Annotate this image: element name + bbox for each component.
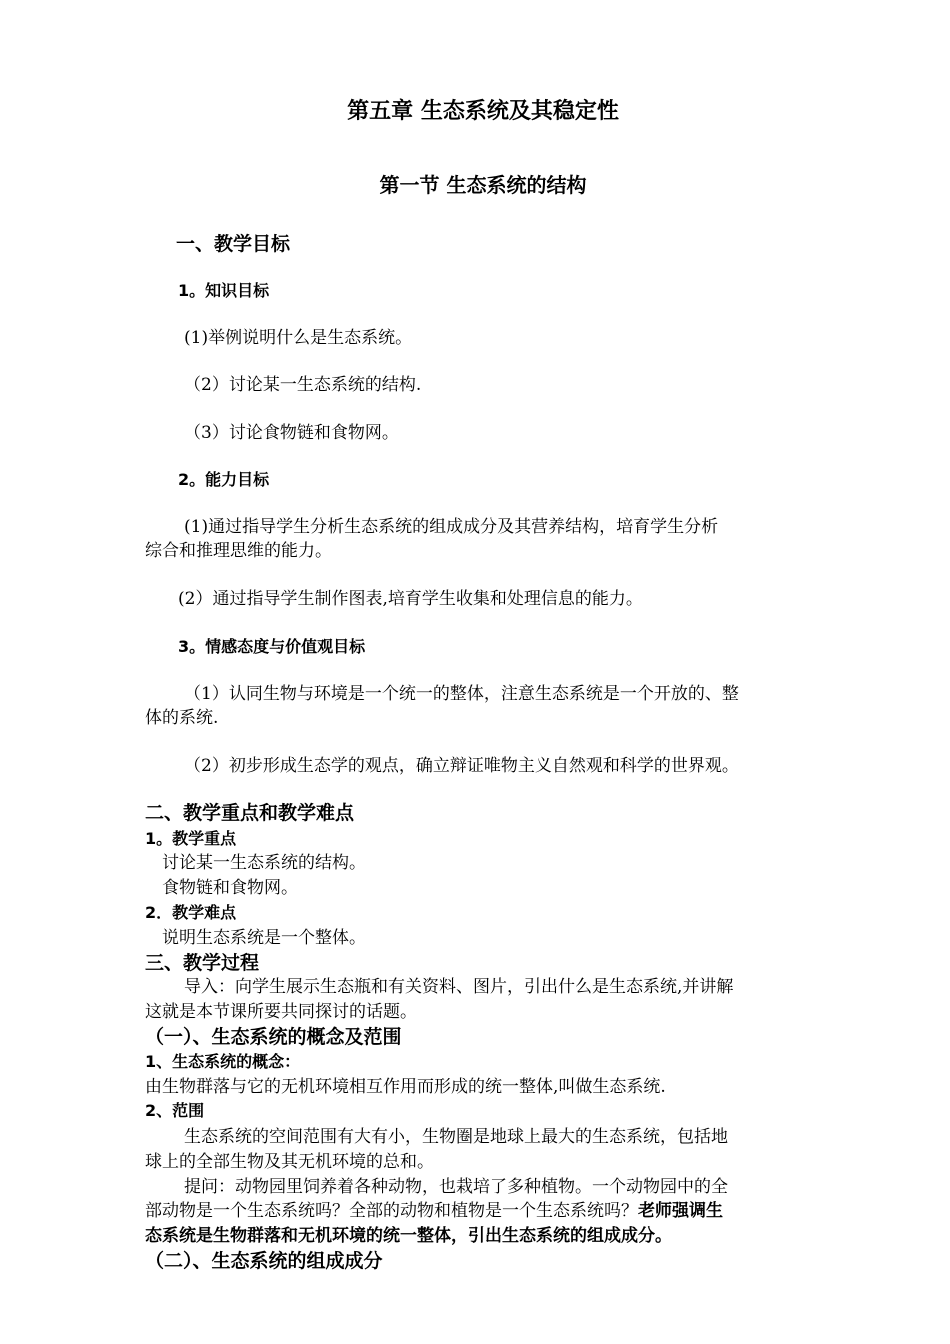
knowledge-item-3: （3）讨论食物链和食物网。: [184, 423, 399, 443]
heading-difficult-point: 2．教学难点: [145, 903, 237, 922]
attitude-item-1-line-2: 体的系统.: [145, 708, 219, 728]
intro-line-1: 导入：向学生展示生态瓶和有关资料、图片，引出什么是生态系统,并讲解: [184, 977, 734, 997]
intro-line-2: 这就是本节课所要共同探讨的话题。: [145, 1002, 417, 1022]
knowledge-item-1: (1)举例说明什么是生态系统。: [184, 328, 413, 348]
question-line-1: 提问：动物园里饲养着各种动物，也栽培了多种植物。一个动物园中的全: [184, 1177, 728, 1197]
section-title: 第一节 生态系统的结构: [379, 173, 587, 197]
difficult-point-item: 说明生态系统是一个整体。: [162, 928, 366, 948]
question-line-2: [145, 1199, 723, 1223]
heading-scope: 2、范围: [145, 1101, 205, 1120]
heading-key-points: 二、教学重点和教学难点: [145, 802, 355, 824]
heading-attitude-goals: 3。情感态度与价值观目标: [178, 637, 366, 656]
question-line-2-emphasis: 老师强调生: [638, 1201, 723, 1221]
concept-definition: 由生物群落与它的无机环境相互作用而形成的统一整体,叫做生态系统.: [145, 1077, 666, 1097]
knowledge-item-2: （2）讨论某一生态系统的结构.: [184, 375, 422, 395]
chapter-title: 第五章 生态系统及其稳定性: [347, 99, 619, 124]
key-point-item-1: 讨论某一生态系统的结构。: [162, 853, 366, 873]
ability-item-1-line-1: (1)通过指导学生分析生态系统的组成成分及其营养结构，培育学生分析: [184, 517, 719, 537]
heading-ability-goals: 2。能力目标: [178, 470, 270, 489]
question-line-2-plain: 部动物是一个生态系统吗？全部的动物和植物是一个生态系统吗？: [145, 1201, 638, 1221]
heading-key-point: 1。教学重点: [145, 829, 237, 848]
scope-line-2: 球上的全部生物及其无机环境的总和。: [145, 1152, 434, 1172]
heading-knowledge-goals: 1。知识目标: [178, 281, 270, 300]
heading-concept: 1、生态系统的概念：: [145, 1052, 301, 1071]
heading-concept-and-scope: （一）、生态系统的概念及范围: [145, 1026, 402, 1048]
scope-line-1: 生态系统的空间范围有大有小，生物圈是地球上最大的生态系统，包括地: [184, 1127, 728, 1147]
ability-item-2: (2）通过指导学生制作图表,培育学生收集和处理信息的能力。: [178, 589, 643, 609]
ability-item-1-line-2: 综合和推理思维的能力。: [145, 541, 332, 561]
attitude-item-1-line-1: （1）认同生物与环境是一个统一的整体，注意生态系统是一个开放的、整: [184, 684, 739, 704]
question-line-3: 态系统是生物群落和无机环境的统一整体，引出生态系统的组成成分。: [145, 1226, 672, 1246]
key-point-item-2: 食物链和食物网。: [162, 878, 298, 898]
heading-teaching-goals: 一、教学目标: [176, 233, 291, 255]
heading-teaching-process: 三、教学过程: [145, 952, 260, 974]
attitude-item-2: （2）初步形成生态学的观点，确立辩证唯物主义自然观和科学的世界观。: [184, 756, 739, 776]
heading-components: （二）、生态系统的组成成分: [145, 1250, 383, 1272]
